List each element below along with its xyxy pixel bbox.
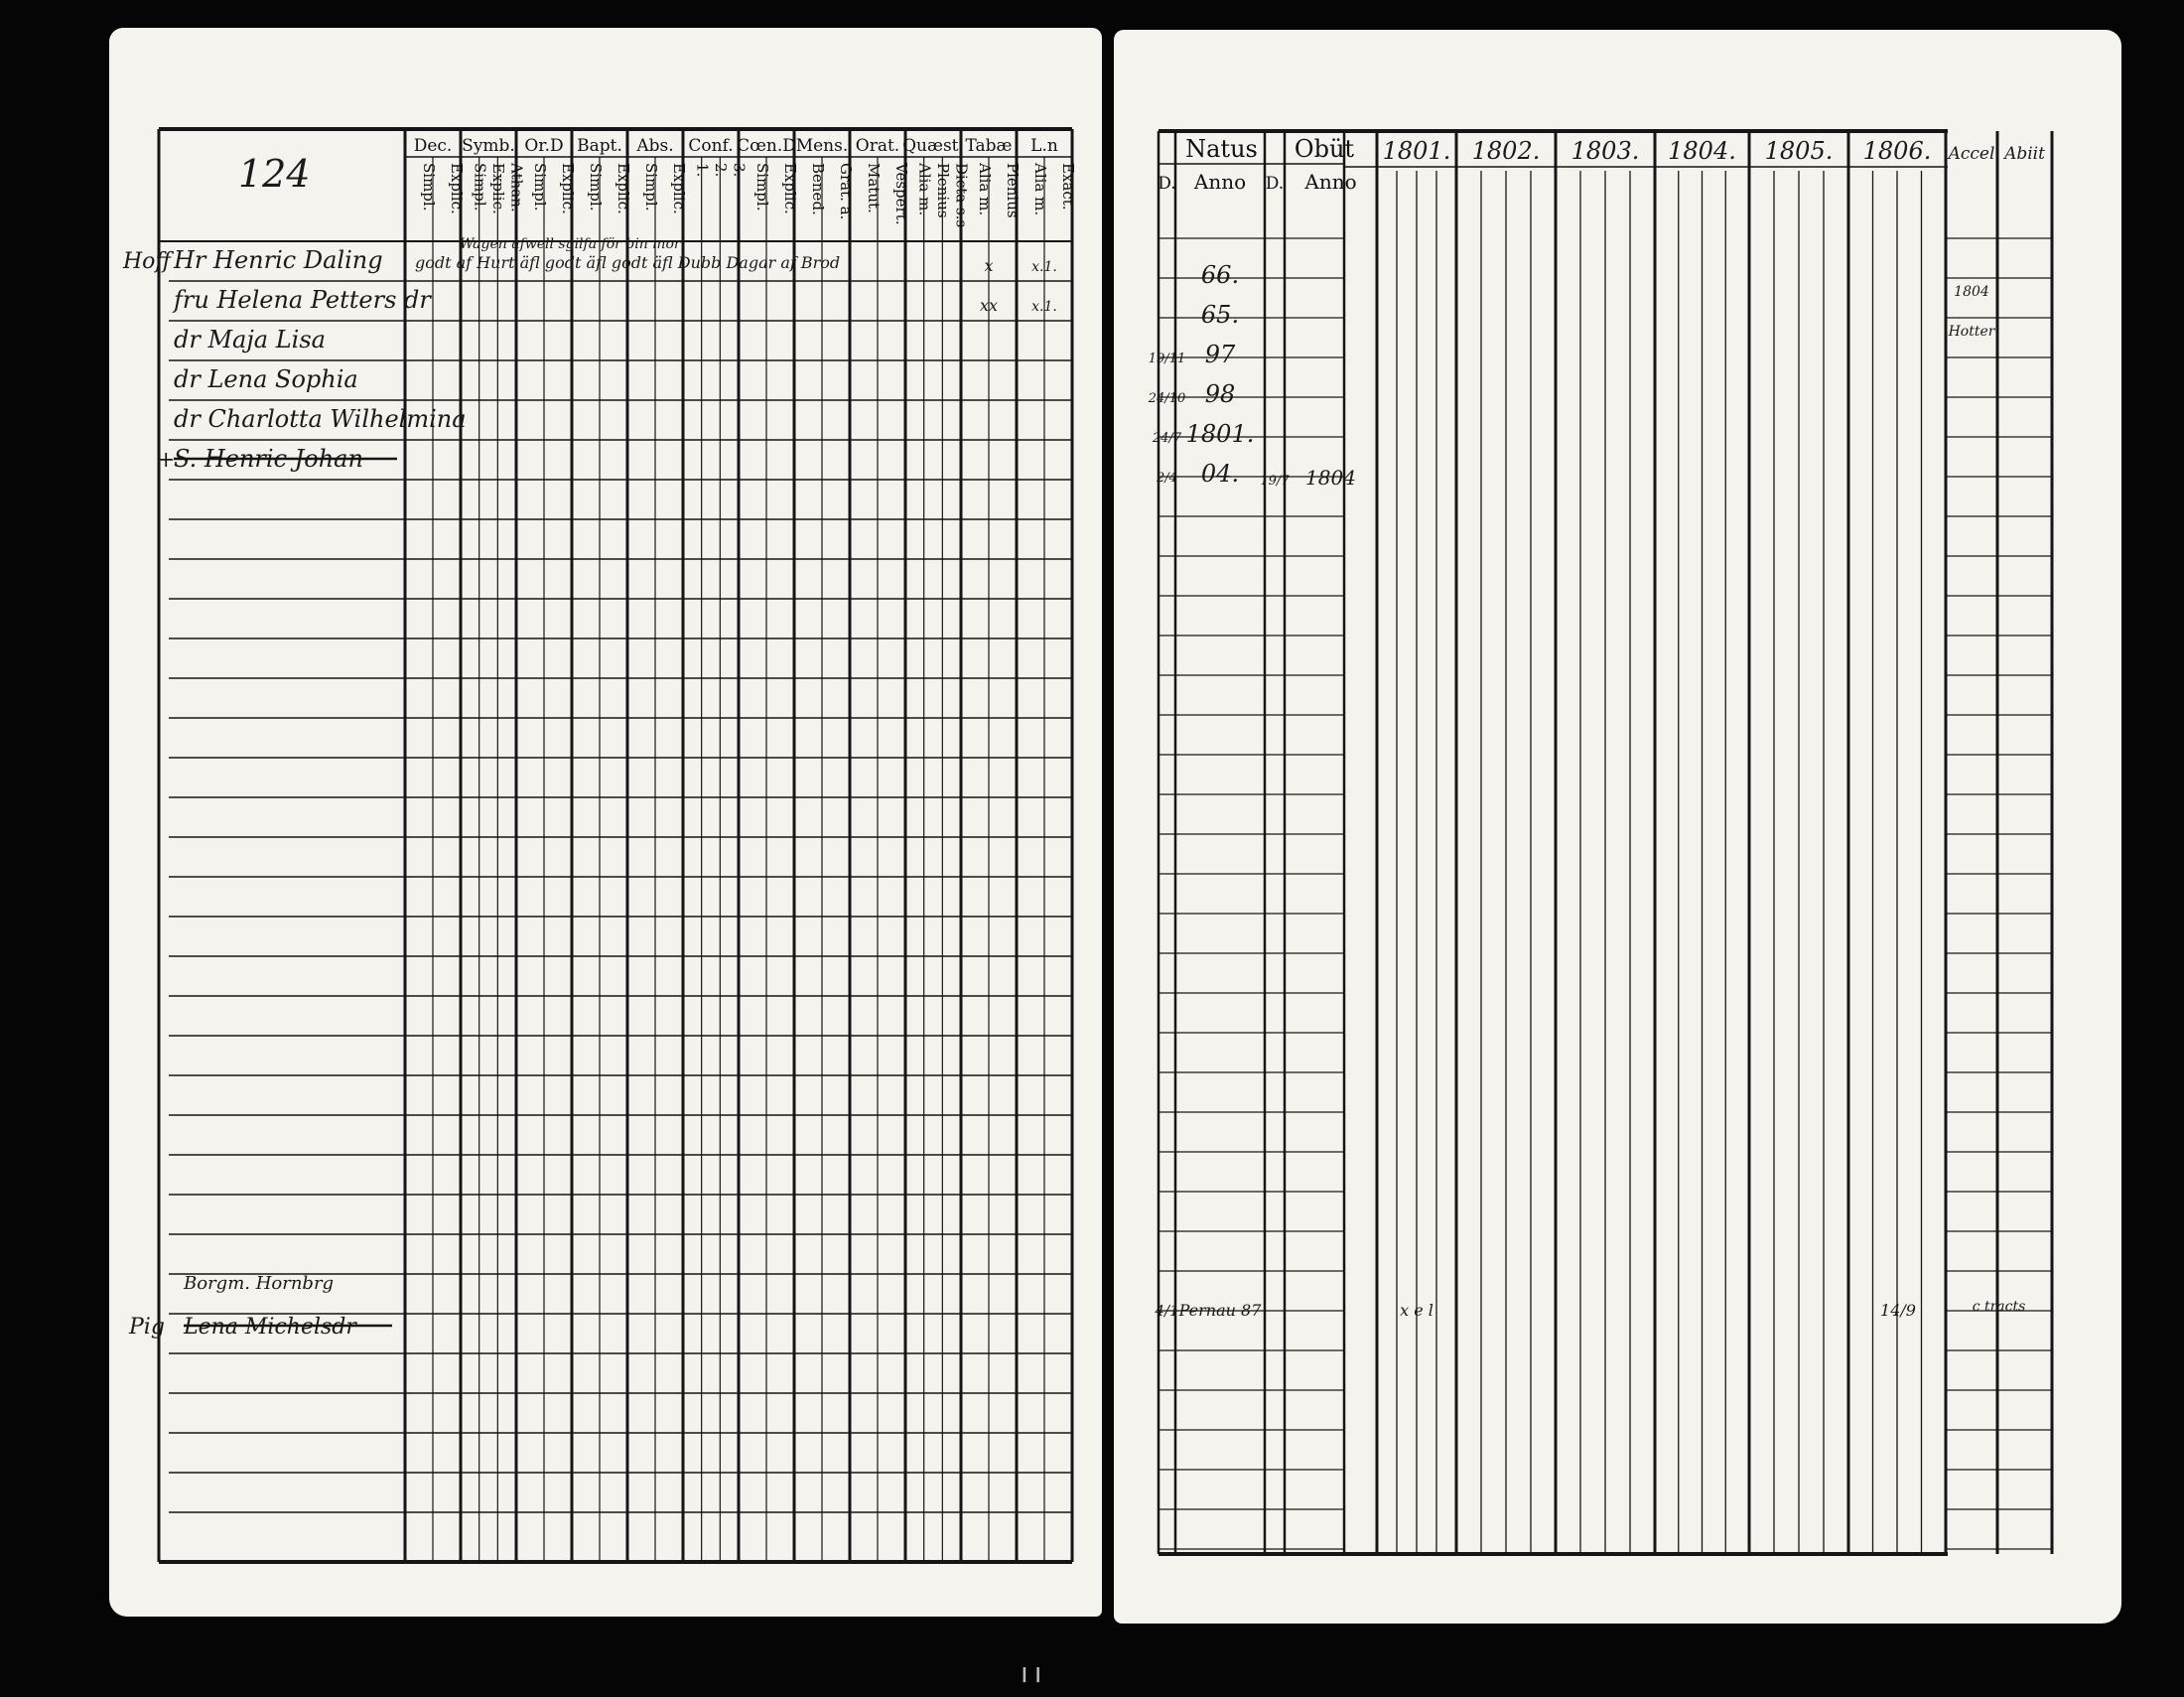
right-register-grid — [1114, 30, 2121, 1624]
ln-mark: x.1. — [1031, 259, 1057, 275]
sub-column-header: Explic. — [781, 163, 799, 214]
sub-column-header: Explic. — [448, 163, 466, 214]
sub-column-header: 2. — [712, 163, 730, 178]
household-member-name: S. Henric Johan — [174, 445, 363, 473]
sub-column-header: Matut. — [865, 163, 883, 213]
sub-column-header: Simpl. — [531, 163, 549, 212]
year-column-header: 1806. — [1862, 137, 1932, 165]
column-header: L.n — [1030, 136, 1058, 156]
obiit-header: Obüt — [1294, 135, 1355, 163]
sub-column-header: Simpl. — [587, 163, 605, 212]
accessit-header: Accel — [1948, 144, 1995, 164]
sub-column-header: 1. — [693, 163, 712, 178]
sub-column-header: Simpl. — [471, 163, 489, 212]
entry-prefix: Hoff — [123, 249, 172, 274]
birth-year: 66. — [1200, 261, 1240, 289]
sub-column-header: 3. — [730, 163, 749, 178]
birth-year: 98 — [1204, 380, 1236, 408]
birth-day: 19/11 — [1148, 352, 1186, 366]
year-column-header: 1802. — [1471, 137, 1541, 165]
accessit-mark: 1804 — [1954, 284, 1989, 300]
sub-column-header: Simpl. — [420, 163, 438, 212]
birth-place-year: Pernau 87 — [1178, 1301, 1262, 1320]
accessit-mark: Hotter — [1948, 324, 1995, 340]
obiit-day-header: D. — [1265, 174, 1285, 194]
entry-prefix: Pig — [129, 1315, 165, 1340]
household-member-name: dr Charlotta Wilhelmina — [174, 405, 467, 433]
page-number: 124 — [238, 152, 311, 196]
year-column-header: 1801. — [1382, 137, 1451, 165]
sub-column-header: Explic. — [489, 163, 507, 214]
year-column-header: 1803. — [1570, 137, 1640, 165]
column-header: Orat. — [855, 136, 900, 156]
accessit-mark: c tracts — [1972, 1299, 2026, 1315]
sub-column-header: Alia m. — [976, 163, 994, 216]
household-member-name: Borgm. Hornbrg — [184, 1273, 335, 1294]
examination-marks-upper: Wagen afwell sgilfa för bin mor — [460, 236, 681, 252]
birth-day: 24/7 — [1152, 431, 1182, 446]
sub-column-header: Simpl. — [753, 163, 771, 212]
natus-day-header: D. — [1158, 174, 1176, 194]
column-header: Tabæ — [965, 136, 1013, 156]
column-header: Bapt. — [577, 136, 622, 156]
sub-column-header: Grat. a. — [837, 163, 855, 220]
column-header: Mens. — [795, 136, 849, 156]
sub-column-header: Explic. — [614, 163, 632, 214]
sub-column-header: Alia m. — [915, 163, 934, 216]
death-day: 19/7 — [1260, 474, 1290, 489]
sub-column-header: Vespert. — [892, 163, 910, 225]
sub-column-header: Bened. — [809, 163, 827, 215]
abiit-header: Abiit — [2004, 144, 2045, 164]
sub-column-header: Plenius — [1004, 163, 1022, 218]
column-header: Symb. — [462, 136, 515, 156]
birth-day: 24/10 — [1148, 391, 1186, 406]
death-year: 1804 — [1305, 466, 1356, 490]
entry-prefix: + — [157, 448, 176, 473]
examination-marks: godt af Hurt äfl godt äfl godt äfl Dubb Dagar af Brod — [415, 253, 841, 272]
left-register-grid — [109, 28, 1102, 1617]
column-header: Dec. — [413, 136, 453, 156]
column-header: Abs. — [636, 136, 674, 156]
birth-day: 4/1 — [1155, 1302, 1179, 1320]
household-member-name: fru Helena Petters dr — [174, 286, 431, 314]
sub-column-header: Simpl. — [642, 163, 660, 212]
sub-column-header: Plenius — [934, 163, 952, 218]
sub-column-header: Alia m. — [1031, 163, 1049, 216]
birth-year: 97 — [1204, 341, 1236, 368]
tabulae-mark: x — [984, 256, 994, 275]
birth-year: 04. — [1200, 460, 1240, 488]
household-member-name: Hr Henric Daling — [174, 246, 383, 274]
birth-day: 2/4 — [1157, 471, 1177, 486]
column-header: Cœn.D — [737, 136, 796, 156]
sub-column-header: Athan. — [507, 163, 526, 212]
year-column-header: 1805. — [1764, 137, 1834, 165]
year-column-header: 1804. — [1668, 137, 1736, 165]
column-header: Conf. — [688, 136, 734, 156]
column-header: Or.D — [524, 136, 564, 156]
tabulae-mark: xx — [979, 296, 999, 315]
column-header: Quæst. — [902, 136, 964, 156]
ln-mark: x.1. — [1031, 299, 1057, 315]
year-mark: 14/9 — [1880, 1301, 1916, 1320]
left-register-page — [109, 28, 1102, 1617]
birth-year: 65. — [1200, 301, 1240, 329]
household-member-name: dr Lena Sophia — [174, 365, 358, 393]
household-member-name: Lena Michelsdr — [184, 1315, 356, 1340]
year-mark: x e l — [1400, 1301, 1433, 1320]
sub-column-header: Explic. — [670, 163, 688, 214]
binding-mark: ıı — [1021, 1656, 1048, 1689]
birth-year: 1801. — [1185, 420, 1255, 448]
household-member-name: dr Maja Lisa — [174, 326, 326, 354]
sub-column-header: Dicta s.s — [952, 163, 971, 228]
right-register-page — [1114, 30, 2121, 1624]
sub-column-header: Explic. — [559, 163, 577, 214]
obiit-year-header: Anno — [1304, 170, 1357, 194]
sub-column-header: Exact. — [1059, 163, 1077, 211]
natus-header: Natus — [1185, 135, 1258, 163]
natus-year-header: Anno — [1193, 170, 1247, 194]
